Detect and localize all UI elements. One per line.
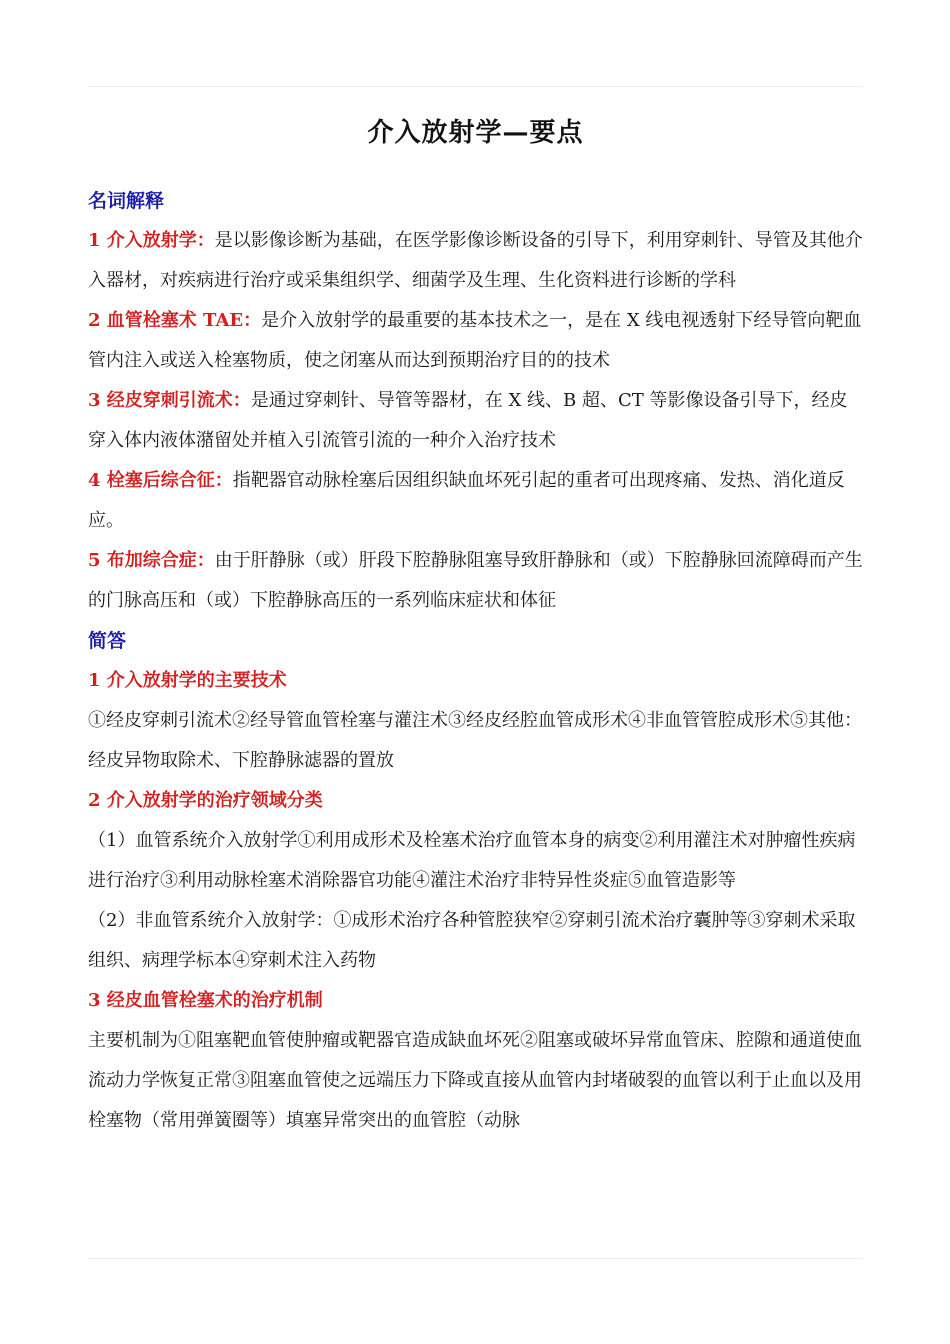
document-page bbox=[88, 112, 863, 1141]
bottom-divider bbox=[88, 1258, 863, 1259]
answer-paragraph: （2）非血管系统介入放射学：①成形术治疗各种管腔狭窄②穿刺引流术治疗囊肿等③穿刺术采取组织、病理学标本④穿刺术注入药物 bbox=[88, 910, 856, 971]
definition-text: 由于肝静脉（或）肝段下腔静脉阻塞导致肝静脉和（或）下腔静脉回流障碍而产生的门脉高压和（或）下腔静脉高压的一系列临床症状和体征 bbox=[88, 550, 863, 611]
section-heading-answers: 简答 bbox=[88, 630, 127, 652]
definition-term: 3 经皮穿刺引流术： bbox=[88, 390, 251, 411]
definition-text: 是以影像诊断为基础，在医学影像诊断设备的引导下，利用穿刺针、导管及其他介入器材，对疾病进行治疗或采集组织学、细菌学及生理、生化资料进行诊断的学科 bbox=[88, 230, 863, 291]
answer-paragraph: 主要机制为①阻塞靶血管使肿瘤或靶器官造成缺血坏死②阻塞或破坏异常血管床、腔隙和通道使血流动力学恢复正常③阻塞血管使之远端压力下降或直接从血管内封堵破裂的血管以利于止血以及用栓塞物（常用弹簧圈等）填塞异常突出的血管腔（动脉 bbox=[88, 1030, 862, 1131]
page-title: 介入放射学—要点 bbox=[367, 118, 584, 148]
definition-1 bbox=[88, 221, 863, 301]
definition-term: 4 栓塞后综合征： bbox=[88, 470, 233, 491]
definition-term: 1 介入放射学： bbox=[88, 230, 215, 251]
definition-text: 是介入放射学的最重要的基本技术之一，是在 X 线电视透射下经导管向靶血管内注入或送入栓塞物质，使之闭塞从而达到预期治疗目的的技术 bbox=[88, 310, 862, 371]
answer-heading-3: 3 经皮血管栓塞术的治疗机制 bbox=[88, 990, 323, 1011]
answer-paragraph: ①经皮穿刺引流术②经导管血管栓塞与灌注术③经皮经腔血管成形术④非血管管腔成形术⑤其他：经皮异物取除术、下腔静脉滤器的置放 bbox=[88, 710, 862, 771]
answer-paragraph: （1）血管系统介入放射学①利用成形术及栓塞术治疗血管本身的病变②利用灌注术对肿瘤性疾病进行治疗③利用动脉栓塞术消除器官功能④灌注术治疗非特异性炎症⑤血管造影等 bbox=[88, 830, 856, 891]
definition-5 bbox=[88, 541, 863, 621]
definition-term: 2 血管栓塞术 TAE： bbox=[88, 310, 262, 331]
definition-4 bbox=[88, 461, 863, 541]
answer-heading-1: 1 介入放射学的主要技术 bbox=[88, 670, 287, 691]
definition-text: 指靶器官动脉栓塞后因组织缺血坏死引起的重者可出现疼痛、发热、消化道反应。 bbox=[88, 470, 845, 531]
answer-heading-2: 2 介入放射学的治疗领域分类 bbox=[88, 790, 323, 811]
definition-text: 是通过穿刺针、导管等器材，在 X 线、B 超、CT 等影像设备引导下，经皮穿入体内液体潴留处并植入引流管引流的一种介入治疗技术 bbox=[88, 390, 848, 451]
definition-term: 5 布加综合症： bbox=[88, 550, 215, 571]
top-divider bbox=[88, 86, 863, 87]
definition-3 bbox=[88, 381, 863, 461]
section-heading-terms: 名词解释 bbox=[88, 190, 165, 212]
definition-2 bbox=[88, 301, 863, 381]
